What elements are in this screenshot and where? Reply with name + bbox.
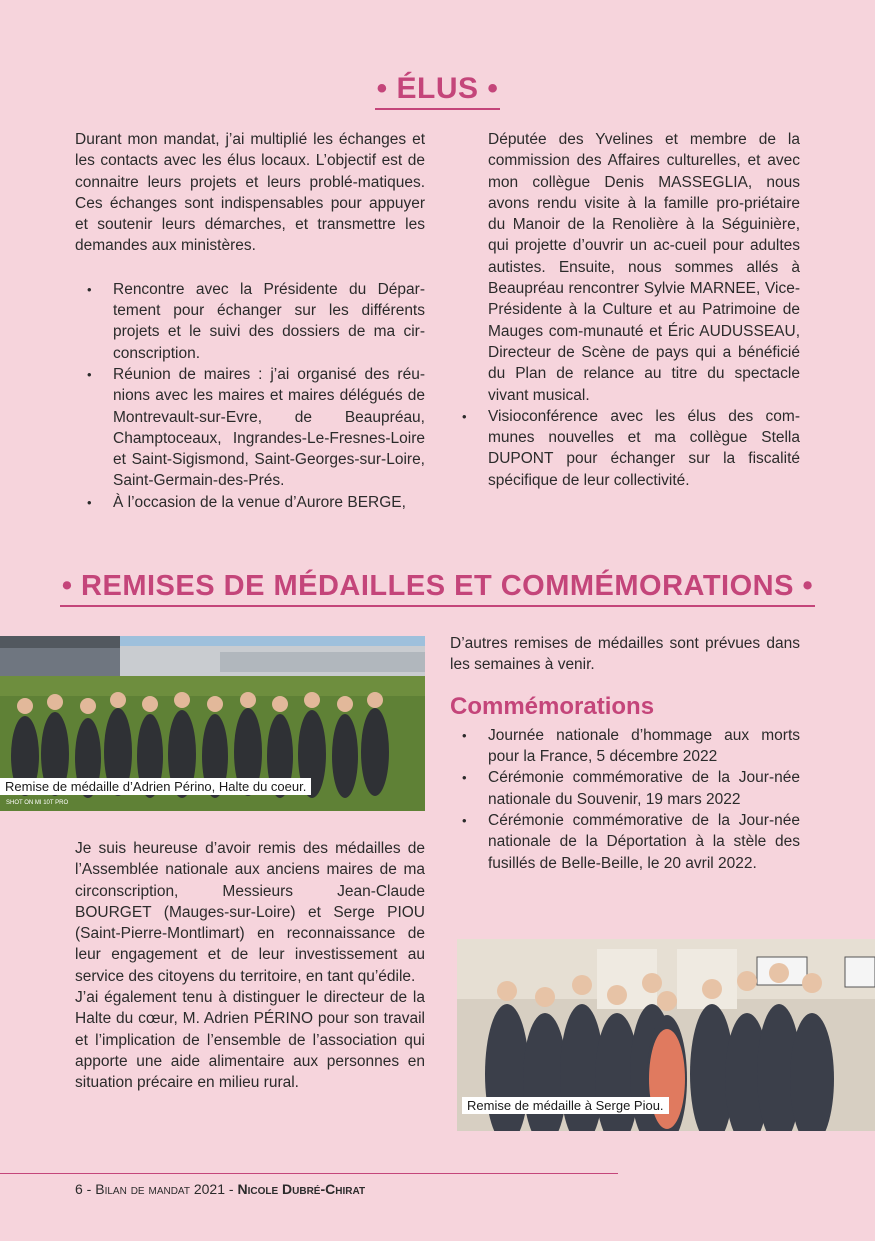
- list-item: • Visioconférence avec les élus des com-munes nouvelles et ma collègue Stella DUPONT pour échanger sur la fiscalité spécifique de leur collectivité.: [450, 406, 800, 491]
- remises-left-column: [75, 838, 425, 1094]
- photo-medal-perino: [0, 636, 425, 811]
- list-item: • Réunion de maires : j’ai organisé des réu-nions avec les maires et maires délégués de Montrevault-sur-Evre, de Beaupréau, Champtoceaux, Ingrandes-Le-Fresnes-Loire et Saint-Sigismond, Saint-Georges-sur-Loire, Saint-Germain-des-Prés.: [75, 364, 425, 492]
- elus-bullet-list-continued: [450, 129, 800, 491]
- list-item: • Rencontre avec la Présidente du Dépar-tement pour échanger sur les différents projets et le suivi des dossiers de ma cir-conscription.: [75, 279, 425, 364]
- footer-separator: -: [82, 1181, 96, 1197]
- commemorations-subtitle: Commémorations: [450, 692, 655, 720]
- footer-author: Nicole Dubré-Chirat: [237, 1181, 366, 1197]
- page-footer: [75, 1181, 365, 1197]
- list-item: • Journée nationale d’hommage aux morts pour la France, 5 décembre 2022: [450, 725, 800, 768]
- elus-intro: Durant mon mandat, j’ai multiplié les échanges et les contacts avec les élus locaux. L’objectif est de connaitre leurs projets et leurs problé-matiques. Ces échanges sont indispensables pour appuyer et soutenir leurs démarches, et transmettre les demandes aux ministères.: [75, 131, 425, 255]
- commemorations-list: [450, 725, 800, 874]
- list-item: • À l’occasion de la venue d’Aurore BERGE,: [75, 492, 425, 513]
- medals-paragraph-1: Je suis heureuse d’avoir remis des médailles de l’Assemblée nationale aux anciens maires de ma circonscription, Messieurs Jean-Claude BOURGET (Mauges-sur-Loire) et Serge PIOU (Saint-Pierre-Montlimart) en reconnaissance de leur engagement et de leur investissement au service des citoyens du territoire, en tant qu’édile.: [75, 840, 425, 985]
- elus-bullet-list: [75, 279, 425, 513]
- footer-separator: -: [225, 1181, 238, 1197]
- photo-caption: Remise de médaille d’Adrien Périno, Halte du coeur.: [0, 778, 311, 795]
- elus-left-column: [75, 129, 425, 513]
- elus-right-column: [450, 129, 800, 491]
- section-title-elus: • ÉLUS •: [0, 72, 875, 110]
- list-item: • Cérémonie commémorative de la Jour-née nationale de la Déportation à la stèle des fusillés de Belle-Beille, le 20 avril 2022.: [450, 810, 800, 874]
- remises-right-column: [450, 633, 800, 874]
- photo-caption: Remise de médaille à Serge Piou.: [462, 1097, 669, 1114]
- photo-medal-piou: [457, 939, 875, 1131]
- medals-upcoming: D’autres remises de médailles sont prévues dans les semaines à venir.: [450, 635, 800, 674]
- page-number: 6: [75, 1181, 83, 1197]
- list-item-continuation: Députée des Yvelines et membre de la commission des Affaires culturelles, et avec mon collègue Denis MASSEGLIA, nous avons rendu visite à la famille pro-priétaire du Manoir de la Renolière à la Séguinière, qui projette d’ouvrir un ac-cueil pour adultes autistes. Ensuite, nous sommes allés à Beaupréau rencontrer Sylvie MARNEE, Vice-Présidente à la Culture et au Patrimoine de Mauges com-munauté et Éric AUDUSSEAU, Directeur de Scène de pays qui a bénéficié du Plan de relance au titre du spectacle vivant musical.: [488, 131, 800, 404]
- medals-paragraph-2: J’ai également tenu à distinguer le directeur de la Halte du cœur, M. Adrien PÉRINO pour son travail et l’implication de l’ensemble de l’association qui apporte une aide alimentaire aux personnes en situation précaire en milieu rural.: [75, 989, 425, 1092]
- section-title-remises: • REMISES DE MÉDAILLES ET COMMÉMORATIONS •: [0, 570, 875, 607]
- footer-divider: [0, 1173, 618, 1174]
- list-item: • Cérémonie commémorative de la Jour-née nationale du Souvenir, 19 mars 2022: [450, 767, 800, 810]
- footer-label: Bilan de mandat 2021: [95, 1181, 226, 1197]
- photo-credit: SHOT ON MI 10T PRO: [6, 800, 69, 806]
